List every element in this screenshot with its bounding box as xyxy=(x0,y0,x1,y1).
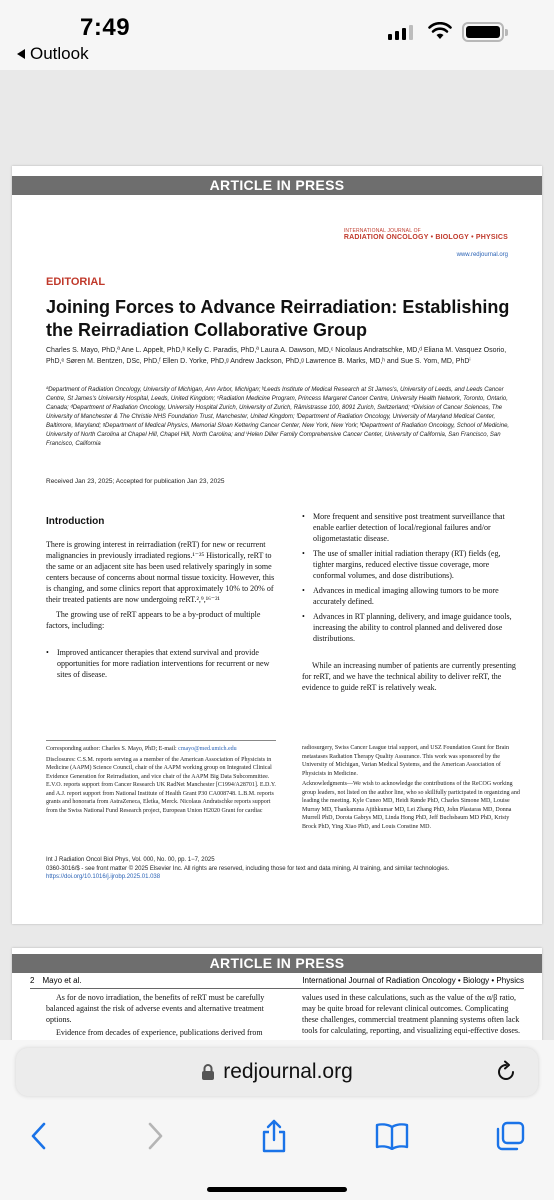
journal-url-link[interactable]: www.redjournal.org xyxy=(456,252,508,258)
bullet-glyph: • xyxy=(302,512,305,521)
author-list: Charles S. Mayo, PhD,ª Ane L. Appelt, PhD,ᵇ Kelly C. Paradis, PhD,ª Laura A. Dawson, MD,ᶜ Nicolaus Andratschke, MD,ᵈ Eliana M. Vasquez Osorio, PhD,ᵉ Søren M. Bentzen, DSc, PhD,ᶠ Ellen D. Yorke, PhD,ᵍ Andrew Jackson, PhD,ᵍ Lawrence B. Marks, MD,ʰ and Sue S. Yom, MD, PhDⁱ xyxy=(46,347,507,365)
back-app-label: Outlook xyxy=(30,44,89,63)
bullet-glyph: • xyxy=(302,586,305,595)
page2-paragraph: As for de novo irradiation, the benefits of reRT must be carefully balanced against the risk of adverse events and alternative treatment options. xyxy=(46,993,265,1024)
bullet-glyph: • xyxy=(302,612,305,621)
page2-paragraph: Evidence from decades of experience, publications derived from xyxy=(56,1028,263,1037)
bullet-text: Advances in medical imaging allowing tumors to be more accurately defined. xyxy=(313,586,499,606)
reload-icon[interactable] xyxy=(494,1060,518,1084)
author-short: Mayo et al. xyxy=(42,976,82,985)
document-viewer[interactable] xyxy=(0,70,554,1040)
email-link[interactable]: cmayo@med.umich.edu xyxy=(178,746,237,752)
battery-icon xyxy=(462,22,504,42)
back-button[interactable] xyxy=(16,1114,60,1158)
bullet-item xyxy=(302,611,522,644)
corresponding-label: Corresponding author: Charles S. Mayo, PhD; E-mail: xyxy=(46,746,179,752)
doi-link[interactable]: https://doi.org/10.1016/j.ijrobp.2025.01.038 xyxy=(46,874,161,880)
page2-left-column xyxy=(46,992,274,1040)
intro-paragraph-2: The growing use of reRT appears to be a by-product of multiple factors, including: xyxy=(46,610,261,630)
wifi-icon xyxy=(428,22,452,40)
disclosures: Disclosures: C.S.M. reports serving as a member of the American Association of Physicists in Medicine (AAPM) Science Council, chair of the AAPM working group on Integrated Clinical Evidence Generation for Reirradiation, and vice chair of the AAPM Big Data Subcommittee. E.V.O. reports support from Cancer Research UK RadNet Manchester [C1994/A28701]. E.D.Y. and A.J. report support from National Institute of Health Grant P30 CA008748. L.B.M. reports grants and honoraria from AstraZeneca, Eletka, Merck. Nicolaus Andratschke reports support from the Swiss National Fund Research project, European Union H2020 Grant for cardiac xyxy=(46,756,276,814)
journal-logo-top: INTERNATIONAL JOURNAL OF xyxy=(343,228,421,234)
section-label: EDITORIAL xyxy=(46,276,106,288)
pdf-page-1 xyxy=(12,166,542,924)
bullet-text: Advances in RT planning, delivery, and image guidance tools, increasing the ability to control planned and delivered dose distributions. xyxy=(313,612,512,643)
citation-line-2: 0360-3016/$ - see front matter © 2025 Elsevier Inc. All rights are reserved, including those for text and data mining, AI training, and similar technologies. xyxy=(46,865,450,872)
status-time: 7:49 xyxy=(80,14,131,41)
cellular-signal-icon xyxy=(388,24,413,40)
url-text: redjournal.org xyxy=(223,1060,353,1083)
affiliations: ªDepartment of Radiation Oncology, University of Michigan, Ann Arbor, Michigan; ᵇLeeds Institute of Medical Research at St James's, University of Leeds, and Leeds Cancer Centre, St James's University Hospital, Leeds, United Kingdom; ᶜRadiation Medicine Program, Princess Margaret Cancer Centre, University Health Network, Toronto, Ontario, Canada; ᵈDepartment of Radiation Oncology, University Hospital Zurich, University of Zurich, Rämistrasse 100, 8091 Zurich, Switzerland; ᵉDivision of Cancer Sciences, The University of Manchester & The Christie NHS Foundation Trust, Manchester, United Kingdom; ᶠDepartment of Radiation Oncology, University of Maryland Medical Center, Baltimore, Maryland; ᵍDepartment of Medical Physics, Memorial Sloan Kettering Cancer Center, New York, New York; ʰDepartment of Radiation Oncology, School of Medicine, University of North Carolina at Chapel Hill, Chapel Hill, North Carolina; and ⁱHelen Diller Family Comprehensive Cancer Center, University of California, San Francisco, San Francisco, California xyxy=(46,387,510,447)
journal-logo-name: RADIATION ONCOLOGY • BIOLOGY • PHYSICS xyxy=(343,234,508,241)
bookmarks-button[interactable] xyxy=(370,1114,414,1158)
received-date: Received Jan 23, 2025; Accepted for publication Jan 23, 2025 xyxy=(46,478,225,485)
intro-heading: Introduction xyxy=(46,516,105,527)
status-bar xyxy=(0,0,554,70)
citation-line-1: Int J Radiation Oncol Biol Phys, Vol. 000, No. 00, pp. 1−7, 2025 xyxy=(46,857,215,863)
bottom-toolbar xyxy=(0,1106,554,1200)
book-icon xyxy=(375,1122,409,1150)
bullet-text: Improved anticancer therapies that extend survival and provide opportunities for more radiation interventions for recurrent or new sites of disease. xyxy=(57,648,270,679)
address-bar[interactable] xyxy=(16,1048,538,1096)
journal-running-title: International Journal of Radiation Oncology • Biology • Physics xyxy=(302,976,524,985)
address-bar-container xyxy=(0,1040,554,1106)
chevron-left-icon xyxy=(30,1122,46,1150)
page2-right-column xyxy=(302,992,524,1040)
article-title: Joining Forces to Advance Reirradiation: Establishing the Reirradiation Collaborative Group xyxy=(46,297,510,340)
bullet-glyph: • xyxy=(46,648,49,657)
article-in-press-banner: ARTICLE IN PRESS xyxy=(12,176,542,195)
back-triangle-icon xyxy=(16,48,26,60)
intro-paragraph-1: There is growing interest in reirradiation (reRT) for new or recurrent malignancies in previously irradiated regions.¹⁻²⁵ Historically, reRT to the same or an adjacent site has been used relatively sparingly in some centers because of concerns about normal tissue toxicity. However, this is changing, and some clinics report that approximately 10% to 20% of their treated patients are now undergoing reRT.²,⁹,¹⁶⁻²¹ xyxy=(46,540,275,604)
bullet-item xyxy=(46,647,276,680)
pdf-page-2 xyxy=(12,948,542,1040)
page2-paragraph: values used in these calculations, such as the value of the α/β ratio, may be quite broad for relevant clinical outcomes. Complicating these challenges, commercial treatment planning systems often lack tools for calculating, reporting, and visualizing equi-effective doses. xyxy=(302,993,521,1035)
forward-button[interactable] xyxy=(134,1114,178,1158)
bullet-item xyxy=(302,585,522,607)
footnotes-left xyxy=(46,740,276,817)
share-icon xyxy=(260,1119,288,1153)
bullet-item xyxy=(302,511,522,544)
right-paragraph: While an increasing number of patients are currently presenting for reRT, and we have the technical ability to deliver reRT, the evidence to guide reRT is relatively weak. xyxy=(302,661,516,692)
acknowledgments: Acknowledgments—We wish to acknowledge the contributions of the ReCOG working group leaders, not listed on the author line, who so skillfully participated in organizing and leading the meeting. Kyle Cuneo MD, Heidi Rønde PhD, Charles Simone MD, Louise Murray MD, Thankamma Ajithkumar MD, Lei Zhang PhD, John Plastaras MD, Donna Murrell PhD, Dorota Gabrys MD, Linda Hong PhD, Jeff Buchsbaum MD PhD, Kristy Brock PhD, Ying Xiao PhD, and Louis Constine MD. xyxy=(302,781,520,830)
bullet-item xyxy=(302,548,522,581)
funding-note: radiosurgery, Swiss Cancer League trial support, and USZ Foundation Grant for Brain metastases Radiation Therapy Quality Assurance. This work was sponsored by the University of Michigan, Varian Medical Systems, and the American Association of Physicists in Medicine. xyxy=(302,745,509,777)
chevron-right-icon xyxy=(148,1122,164,1150)
page-number: 2 xyxy=(30,976,35,985)
tabs-button[interactable] xyxy=(488,1114,532,1158)
running-header xyxy=(30,976,524,989)
back-to-app-button[interactable] xyxy=(16,44,89,64)
tabs-icon xyxy=(495,1121,525,1151)
corresponding-author xyxy=(46,745,276,754)
bullet-text: The use of smaller initial radiation therapy (RT) fields (eg, tighter margins, reduced elective tissue coverage, more conformal volumes, and dose distributions). xyxy=(313,549,501,580)
article-in-press-banner: ARTICLE IN PRESS xyxy=(12,954,542,973)
home-indicator[interactable] xyxy=(207,1187,347,1192)
share-button[interactable] xyxy=(252,1114,296,1158)
lock-icon xyxy=(201,1063,215,1081)
right-column xyxy=(302,511,522,697)
footnotes-right xyxy=(302,744,522,833)
journal-logo xyxy=(344,228,508,241)
left-column xyxy=(46,516,276,684)
bullet-glyph: • xyxy=(302,549,305,558)
bullet-text: More frequent and sensitive post treatment surveillance that enable earlier detection of local/regional failures and/or oligometastatic disease. xyxy=(313,512,505,543)
citation-block xyxy=(46,856,516,882)
